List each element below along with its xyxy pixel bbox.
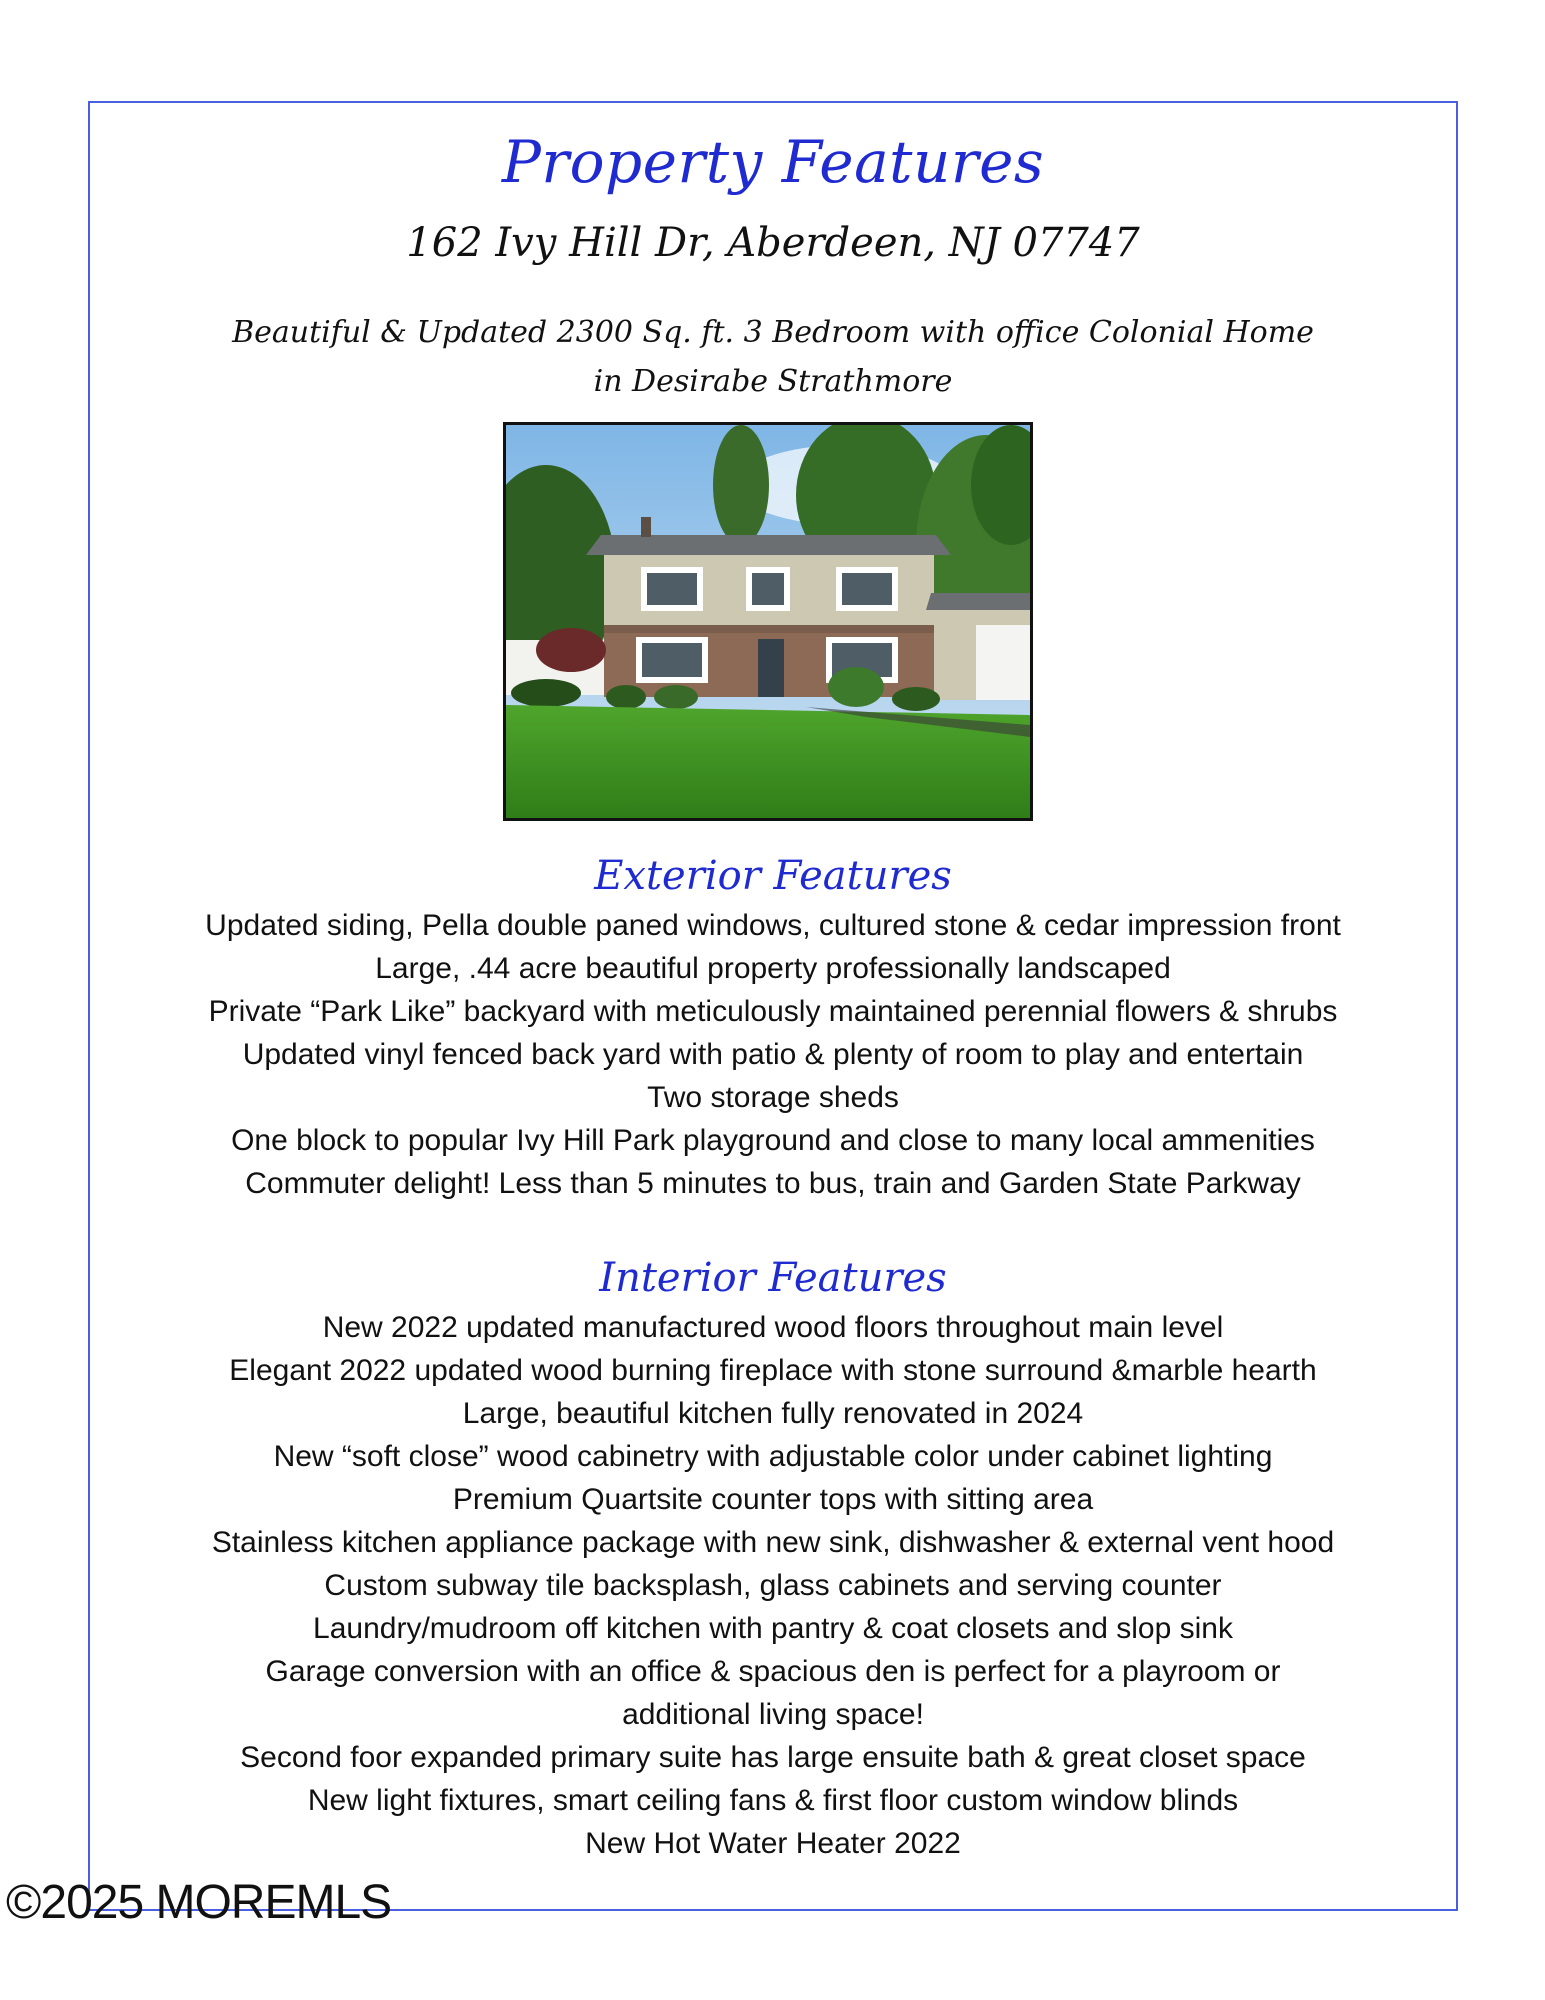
tagline-line-1: Beautiful & Updated 2300 Sq. ft. 3 Bedroom with office Colonial Home	[232, 315, 1314, 350]
list-item: Laundry/mudroom off kitchen with pantry & coat closets and slop sink	[313, 1612, 1233, 1645]
list-item: Two storage sheds	[647, 1081, 899, 1114]
list-item: Premium Quartsite counter tops with sitting area	[452, 1483, 1094, 1516]
list-item: Commuter delight! Less than 5 minutes to bus, train and Garden State Parkway	[245, 1167, 1301, 1200]
list-item: One block to popular Ivy Hill Park playground and close to many local ammenities	[231, 1124, 1315, 1157]
property-address: 162 Ivy Hill Dr, Aberdeen, NJ 07747	[406, 220, 1140, 266]
list-item: Stainless kitchen appliance package with new sink, dishwasher & external vent hood	[211, 1526, 1335, 1559]
list-item: Elegant 2022 updated wood burning fireplace with stone surround &marble hearth	[229, 1354, 1317, 1387]
list-item: New light fixtures, smart ceiling fans & first floor custom window blinds	[307, 1784, 1239, 1817]
interior-features-list	[88, 1306, 1458, 1865]
list-item: Large, beautiful kitchen fully renovated in 2024	[462, 1397, 1084, 1430]
interior-features-heading: Interior Features	[599, 1255, 947, 1301]
list-item: New 2022 updated manufactured wood floors throughout main level	[322, 1311, 1224, 1344]
copyright-watermark: ©2025 MOREMLS	[6, 1876, 392, 1929]
exterior-features-heading: Exterior Features	[594, 853, 952, 899]
list-item: Custom subway tile backsplash, glass cabinets and serving counter	[324, 1569, 1222, 1602]
tagline-line-2: in Desirabe Strathmore	[593, 364, 953, 399]
list-item: Large, .44 acre beautiful property professionally landscaped	[375, 952, 1171, 985]
house-photo	[503, 422, 1033, 821]
list-item: New Hot Water Heater 2022	[585, 1827, 961, 1860]
list-item: Second foor expanded primary suite has large ensuite bath & great closet space	[240, 1741, 1306, 1774]
page-title: Property Features	[501, 128, 1045, 196]
list-item: New “soft close” wood cabinetry with adjustable color under cabinet lighting	[273, 1440, 1273, 1473]
list-item: Updated vinyl fenced back yard with patio & plenty of room to play and entertain	[242, 1038, 1304, 1071]
property-tagline	[88, 308, 1458, 406]
list-item: Private “Park Like” backyard with meticulously maintained perennial flowers & shrubs	[208, 995, 1338, 1028]
house-photo-icon	[506, 425, 1030, 818]
exterior-features-list	[88, 904, 1458, 1205]
list-item: Updated siding, Pella double paned windows, cultured stone & cedar impression front	[205, 909, 1341, 942]
list-item: Garage conversion with an office & spacious den is perfect for a playroom or additional living space!	[265, 1655, 1281, 1731]
